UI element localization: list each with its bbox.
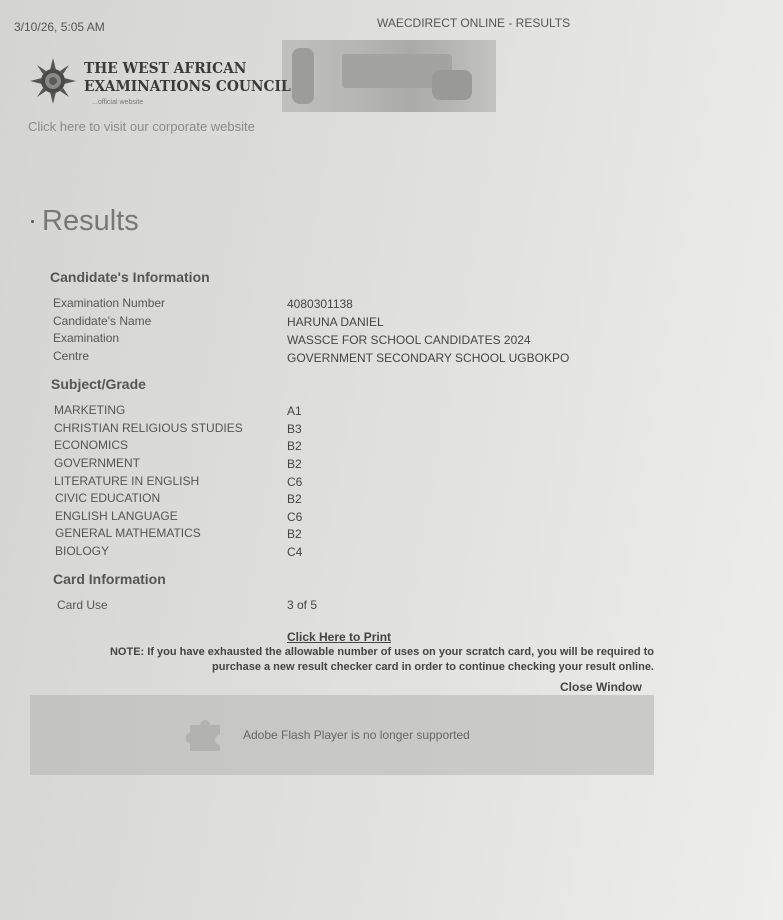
subject-name: MARKETING (54, 403, 126, 417)
subject-grade: B2 (287, 527, 302, 541)
candidate-field-value: 4080301138 (287, 297, 353, 311)
subject-grade: B2 (287, 492, 302, 506)
note-text: If you have exhausted the allowable number of uses on your scratch card, you will be required to purchase a new result checker card in order to continue checking your result online. (147, 646, 654, 673)
subject-grade: B2 (287, 457, 302, 471)
print-page-title: WAECDIRECT ONLINE - RESULTS (377, 16, 571, 30)
subject-name: LITERATURE IN ENGLISH (54, 474, 200, 488)
subject-grade: A1 (287, 404, 302, 418)
scratch-card-note (70, 645, 654, 675)
subject-grade: C6 (287, 475, 303, 489)
candidate-field-label: Examination (53, 331, 120, 345)
subject-name: CIVIC EDUCATION (55, 491, 161, 505)
candidate-field-value: HARUNA DANIEL (287, 315, 384, 329)
subject-name: GOVERNMENT (54, 456, 141, 470)
note-label: NOTE: (109, 646, 145, 658)
organization-tagline: ...official website (92, 99, 144, 106)
subject-grade: B3 (287, 422, 302, 436)
card-use-value: 3 of 5 (287, 598, 318, 612)
close-window-link[interactable]: Close Window (560, 680, 642, 694)
print-link[interactable]: Click Here to Print (287, 630, 392, 644)
header-banner-image (282, 40, 496, 112)
candidate-field-value: GOVERNMENT SECONDARY SCHOOL UGBOKPO (287, 351, 570, 365)
subject-grade: C6 (287, 510, 303, 524)
candidate-field-value: WASSCE FOR SCHOOL CANDIDATES 2024 (287, 333, 531, 347)
candidate-field-label: Candidate's Name (53, 314, 152, 328)
organization-name (84, 59, 291, 95)
subject-name: GENERAL MATHEMATICS (55, 526, 201, 540)
subject-grade: B2 (287, 439, 302, 453)
card-use-label: Card Use (57, 598, 108, 612)
candidate-field-label: Examination Number (53, 296, 166, 310)
plugin-icon (186, 715, 224, 753)
corporate-website-link[interactable]: Click here to visit our corporate website (28, 119, 255, 134)
organization-name-line-1: THE WEST AFRICAN (84, 59, 247, 77)
waec-crest-icon (30, 58, 76, 104)
candidate-info-heading: Candidate's Information (50, 269, 210, 285)
subject-grade: C4 (287, 545, 303, 559)
card-info-heading: Card Information (53, 571, 166, 587)
subject-name: CHRISTIAN RELIGIOUS STUDIES (54, 421, 243, 435)
subject-name: ENGLISH LANGUAGE (55, 509, 178, 523)
organization-name-line-2: EXAMINATIONS COUNCIL (84, 77, 291, 95)
subject-grade-heading: Subject/Grade (51, 376, 146, 392)
candidate-field-label: Centre (53, 349, 90, 363)
print-datetime: 3/10/26, 5:05 AM (14, 20, 105, 34)
bullet-dot (31, 220, 34, 223)
subject-name: BIOLOGY (55, 544, 110, 558)
flash-unsupported-message: Adobe Flash Player is no longer supported (243, 728, 470, 742)
subject-name: ECONOMICS (54, 438, 129, 452)
page-title: Results (42, 205, 139, 237)
